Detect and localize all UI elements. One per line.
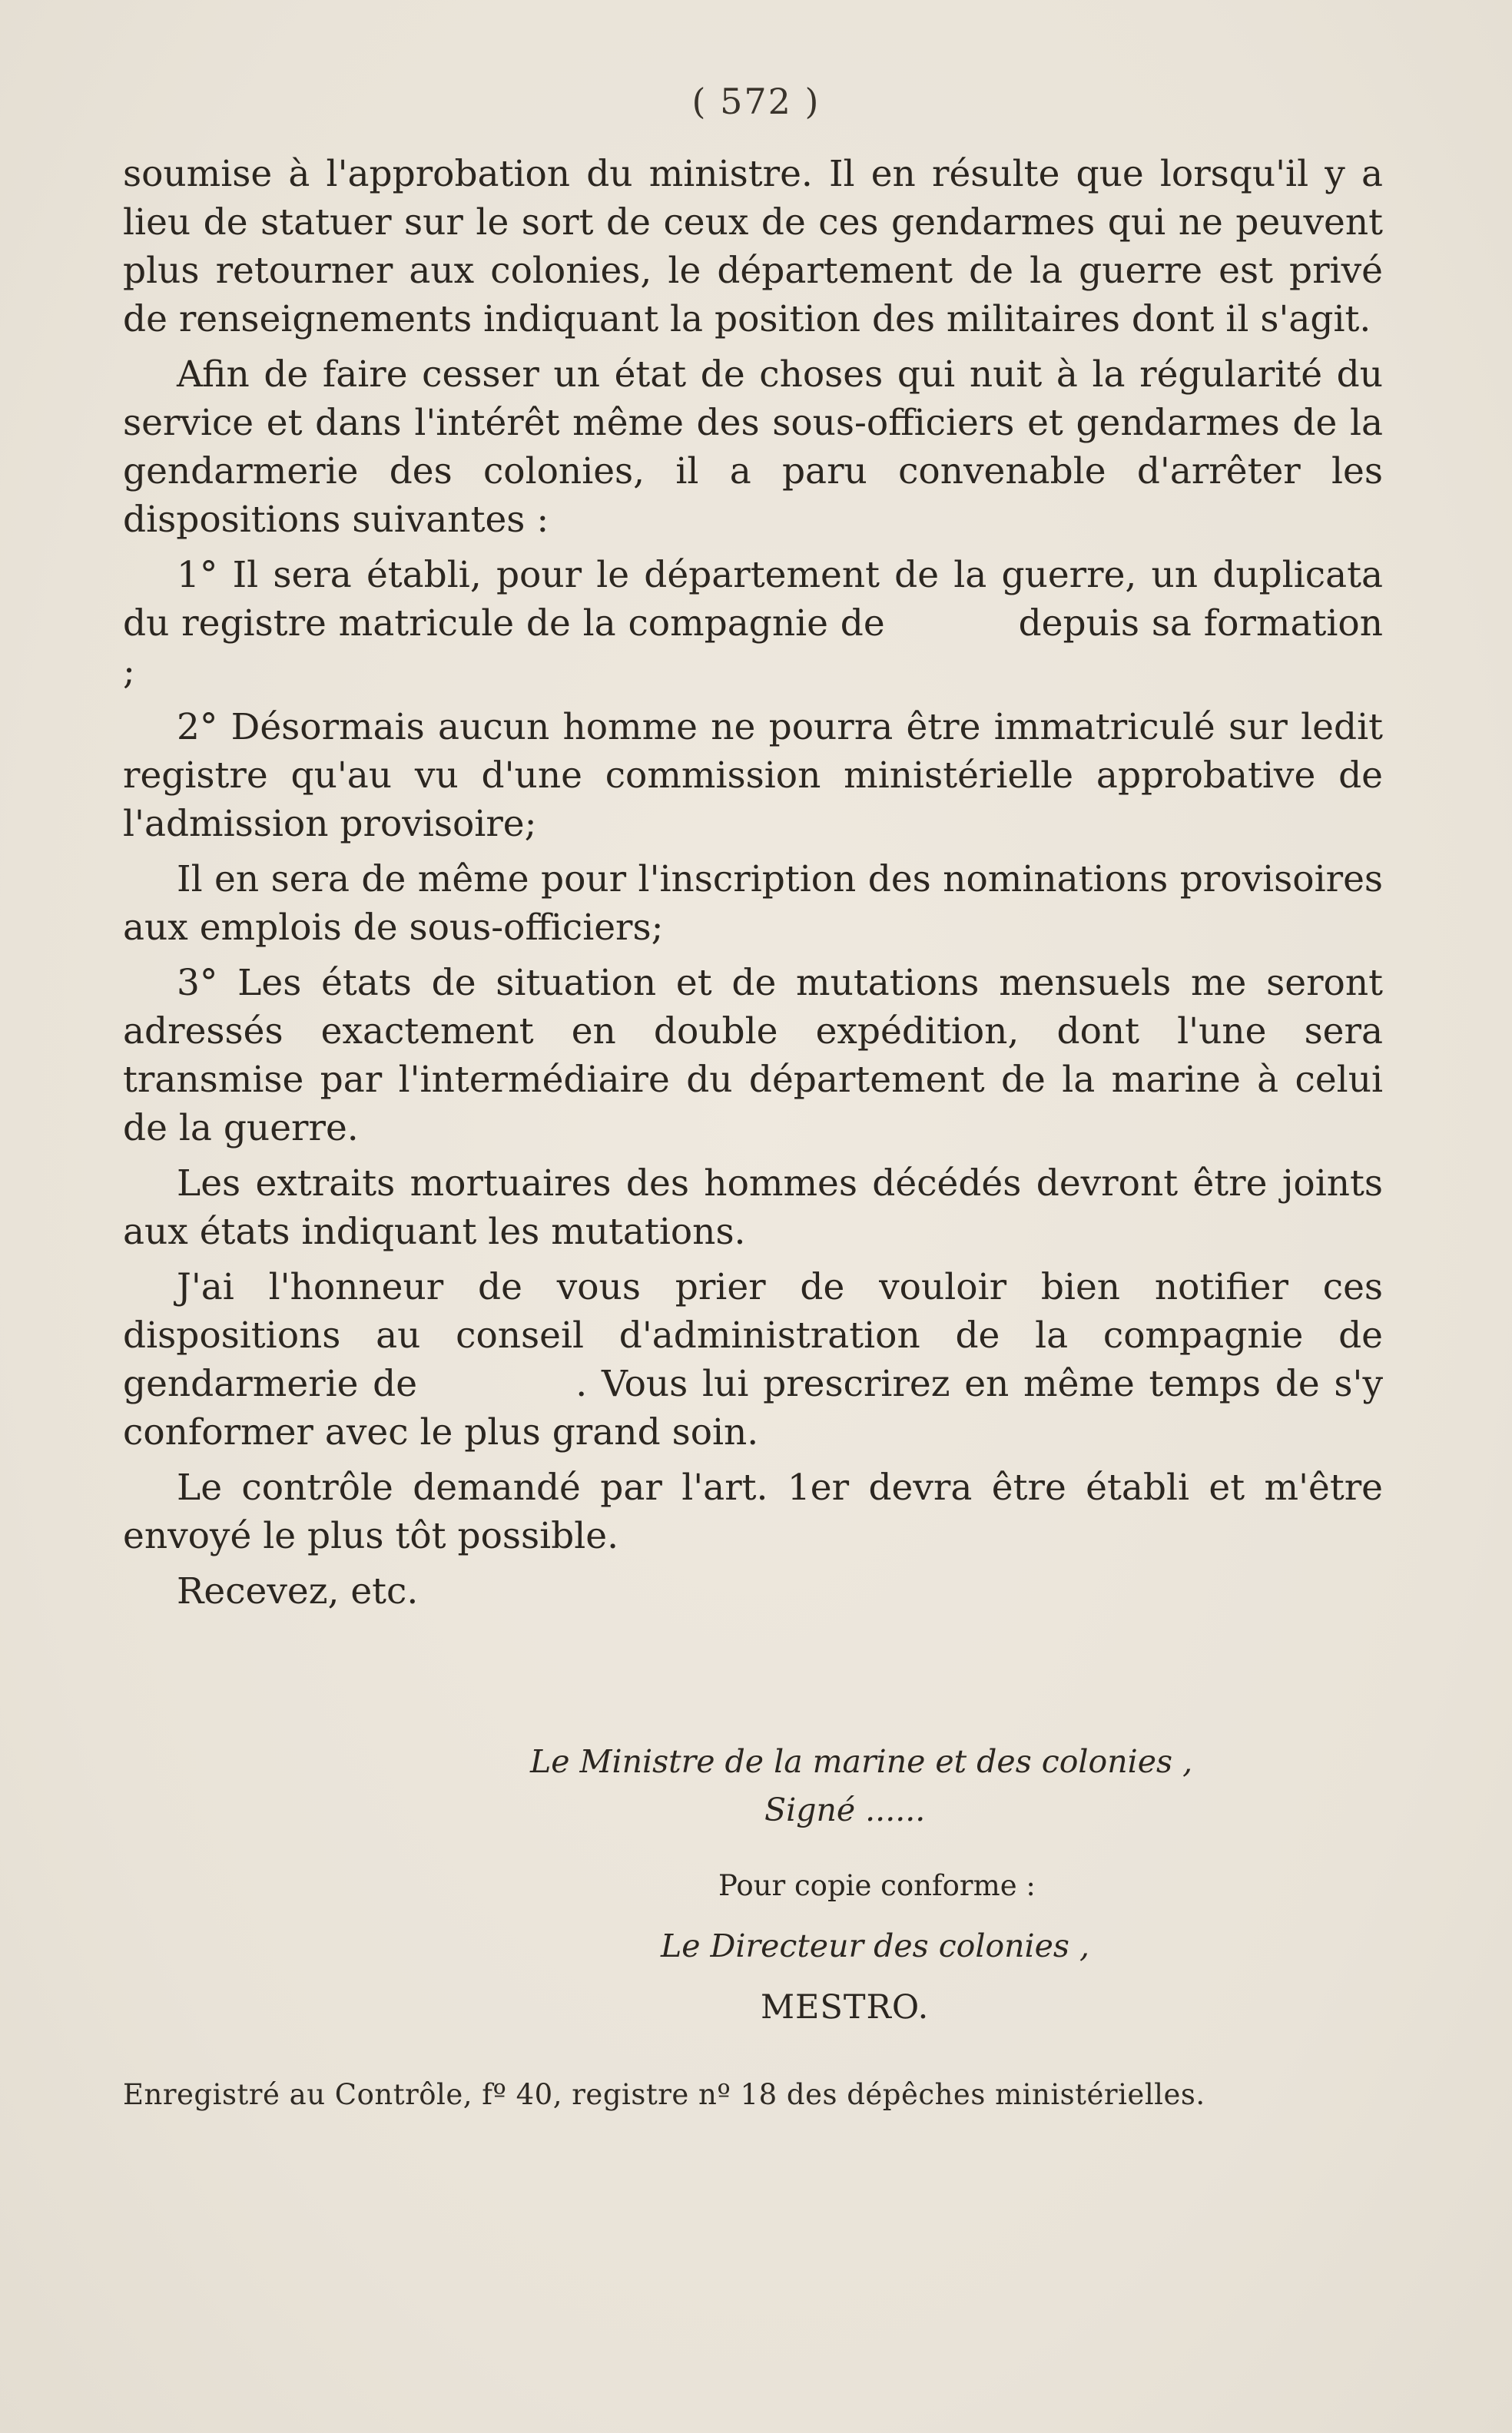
copy-conforme: Pour copie conforme : (718, 1869, 1036, 1902)
signatory-name: MESTRO. (761, 1988, 930, 2027)
paragraph: Recevez, etc. (177, 1570, 419, 1613)
page-number: ( 572 ) (691, 81, 821, 122)
minister-title: Le Ministre de la marine et des colonies , (530, 1743, 1193, 1780)
letter-body (123, 150, 1394, 1616)
paragraph: Afin de faire cesser un état de choses qui nuit à la régularité du service et dans l'intérêt même des sous-officiers et gendarmes de la gendarmerie des colonies, il a paru convenable d'arrêter les dispositions suivantes : (123, 353, 1394, 541)
paragraph: Le contrôle demandé par l'art. 1er devra être établi et m'être envoyé le plus tôt possible. (123, 1467, 1394, 1557)
paragraph: 2° Désormais aucun homme ne pourra être immatriculé sur ledit registre qu'au vu d'une commission ministérielle approbative de l'admission provisoire; (123, 706, 1394, 845)
paragraph: 1° Il sera établi, pour le département de la guerre, un duplicata du registre matricule de la compagnie de depuis sa formation ; (123, 554, 1394, 693)
paragraph: Il en sera de même pour l'inscription des nominations provisoires aux emplois de sous-officiers; (123, 858, 1394, 949)
paragraph: J'ai l'honneur de vous prier de vouloir bien notifier ces dispositions au conseil d'administration de la compagnie de gendarmerie de . Vous lui prescrirez en même temps de s'y conformer avec le plus grand soin. (123, 1266, 1394, 1454)
paragraph: soumise à l'approbation du ministre. Il en résulte que lorsqu'il y a lieu de statuer sur le sort de ceux de ces gendarmes qui ne peuvent plus retourner aux colonies, le département de la guerre est privé de renseignements indiquant la position des militaires dont il s'agit. (123, 153, 1394, 340)
director-title: Le Directeur des colonies , (661, 1928, 1090, 1964)
paragraph: 3° Les états de situation et de mutations mensuels me seront adressés exactement en double expédition, dont l'une sera transmise par l'intermédiaire du département de la marine à celui de la guerre. (123, 962, 1394, 1149)
registration-note: Enregistré au Contrôle, fº 40, registre nº 18 des dépêches ministérielles. (123, 2078, 1205, 2111)
signed-line: Signé ...... (764, 1792, 926, 1828)
paragraph: Les extraits mortuaires des hommes décédés devront être joints aux états indiquant les mutations. (123, 1162, 1394, 1253)
